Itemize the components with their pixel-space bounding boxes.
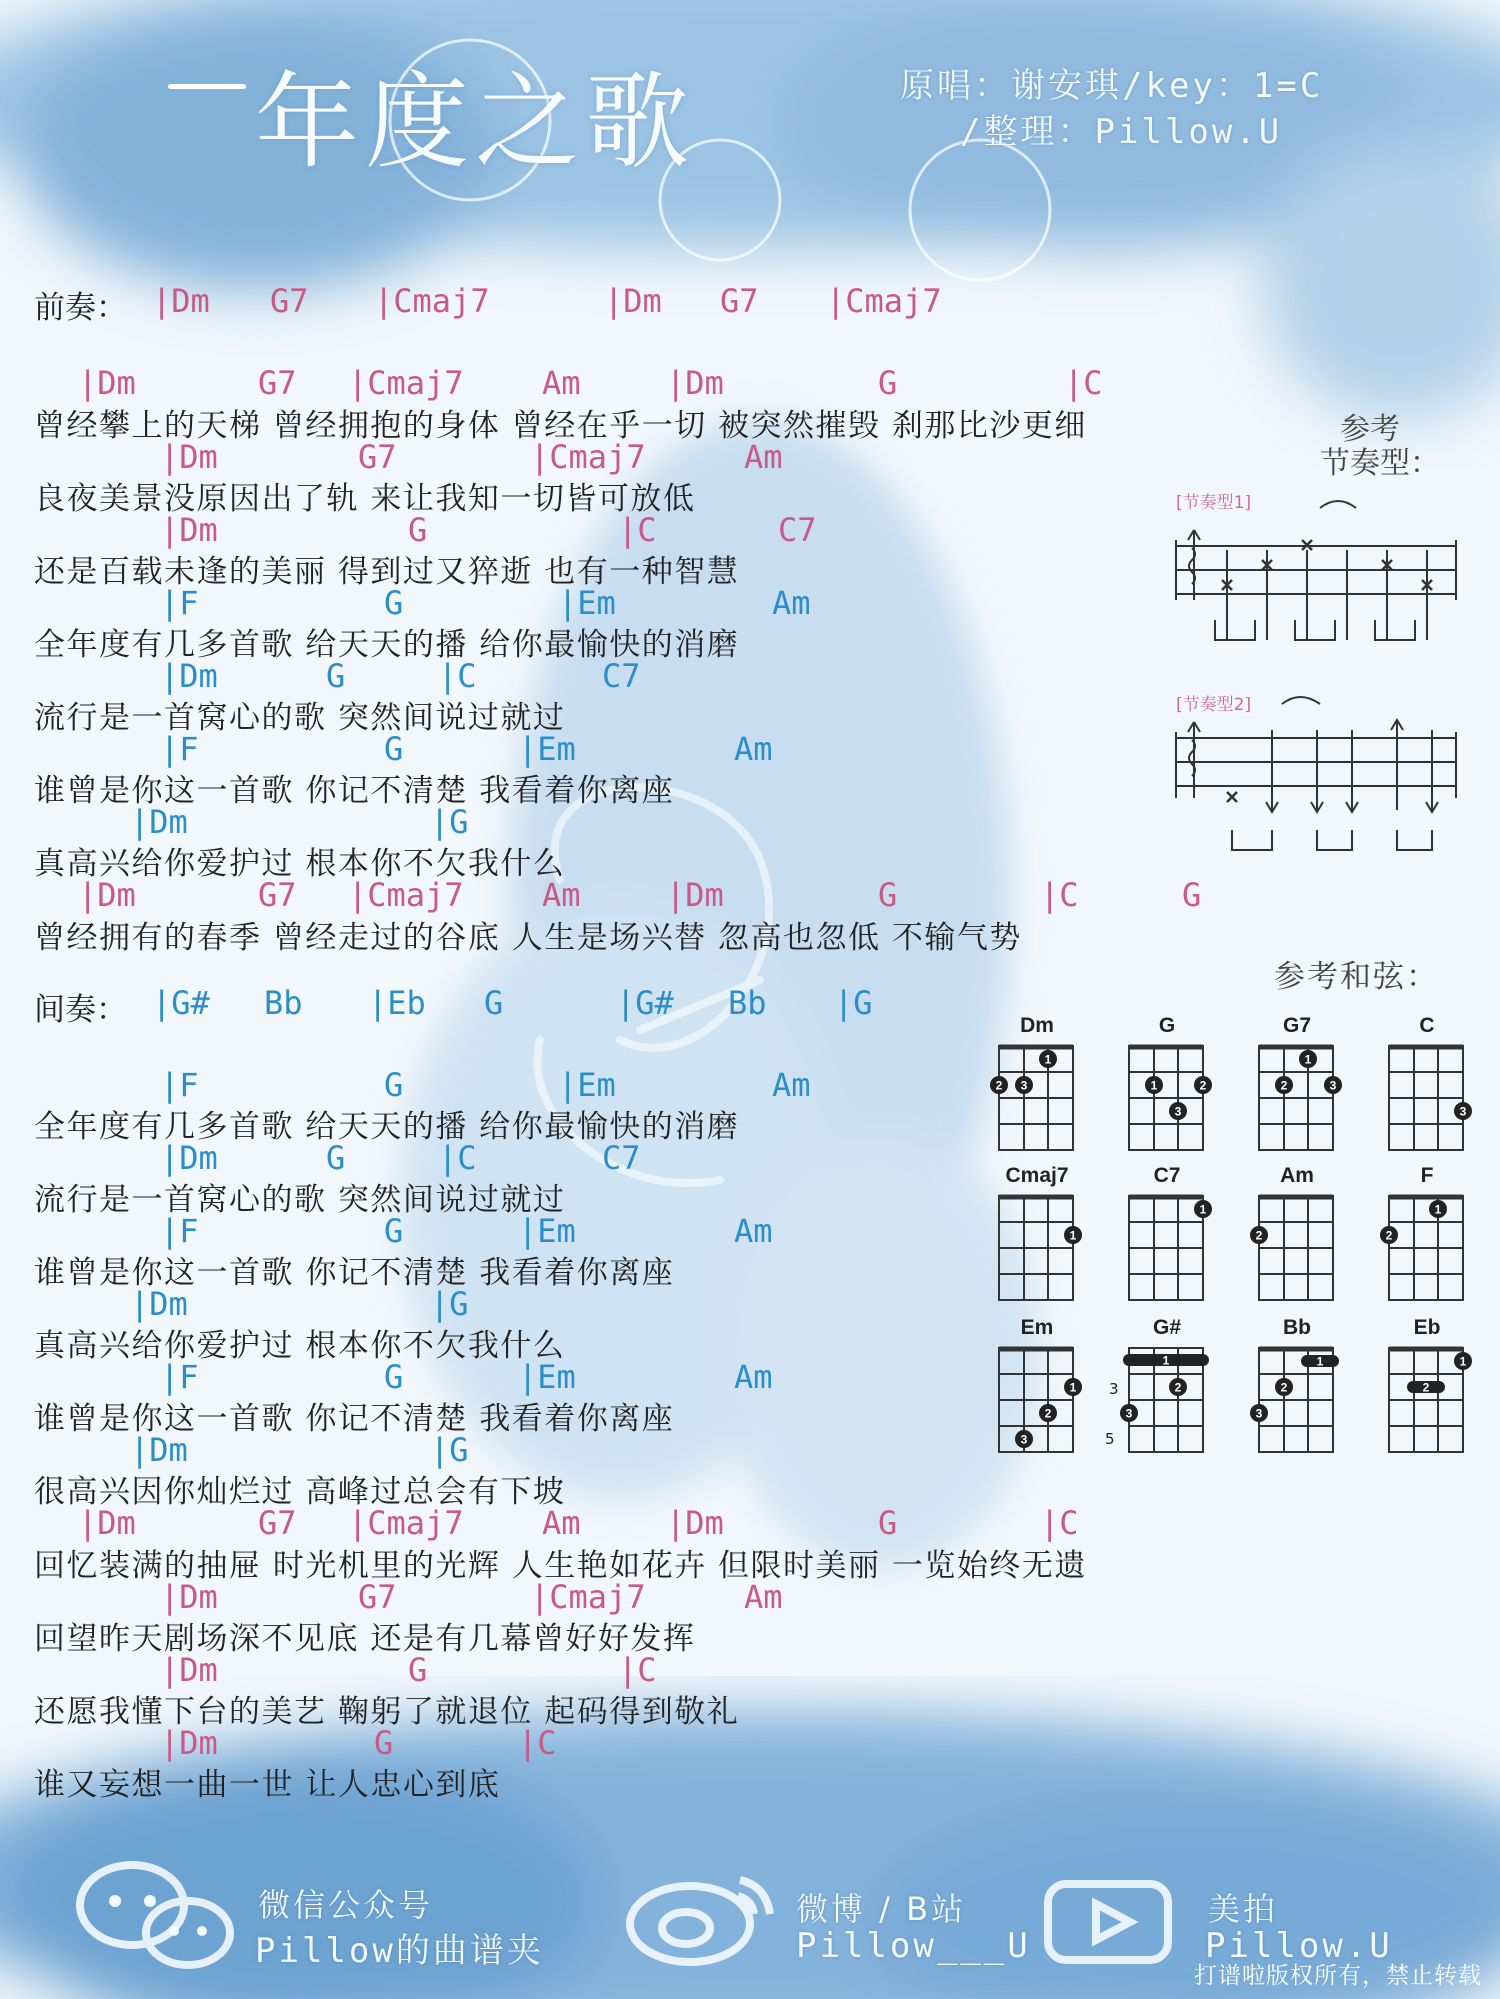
chord-diagram-name: Eb: [1413, 1316, 1441, 1339]
chord: |G: [430, 803, 469, 841]
chord: |G#: [152, 984, 210, 1022]
wechat-account-name: Pillow的曲谱夹: [255, 1931, 544, 1971]
chord-diagram-name: Cmaj7: [1005, 1164, 1069, 1187]
svg-text:2: 2: [1044, 1406, 1052, 1421]
chord-diagram-name: G#: [1152, 1316, 1181, 1339]
chord: G: [484, 984, 504, 1022]
chord: Bb: [728, 984, 767, 1022]
chord-diagram-name: C7: [1153, 1164, 1181, 1187]
chord: Am: [734, 730, 773, 768]
chord: |Cmaj7: [348, 1504, 464, 1542]
chord-diagram-name: Dm: [1020, 1014, 1054, 1037]
chord-line: [0, 730, 1000, 770]
chord: Bb: [264, 984, 303, 1022]
chord-line: [0, 1066, 1000, 1106]
svg-text:3: 3: [1329, 1078, 1337, 1093]
chord: G: [384, 1212, 404, 1250]
chord: G: [408, 511, 428, 549]
chord: G7: [358, 438, 397, 476]
chord-diagram-name: Bb: [1283, 1316, 1311, 1339]
chord-diagram-g7: [1237, 1014, 1357, 1154]
chord: G: [384, 584, 404, 622]
interlude-label: 间奏：: [34, 992, 127, 1028]
chord: Am: [734, 1358, 773, 1396]
wechat-icon: [70, 1855, 240, 1975]
chord: |C: [438, 657, 477, 695]
svg-text:3: 3: [1020, 1432, 1028, 1447]
chord: |Dm: [130, 1285, 188, 1323]
chord: G: [384, 1358, 404, 1396]
chord: G7: [258, 364, 297, 402]
svg-text:2: 2: [1199, 1078, 1207, 1093]
chord-diagram-gsharp: [1107, 1316, 1227, 1456]
chord: G: [374, 1724, 394, 1762]
lyric-line: 良夜美景没原因出了轨 来让我知一切皆可放低: [34, 481, 696, 517]
chord-line: [0, 657, 1000, 697]
chord: G: [384, 1066, 404, 1104]
chord: |F: [160, 584, 199, 622]
chord: |Em: [558, 1066, 616, 1104]
chord-line: [0, 584, 1000, 624]
lyric-line: 回忆装满的抽屉 时光机里的光辉 人生艳如花卉 但限时美丽 一览始终无遗: [34, 1548, 1087, 1584]
chord-diagram-cmaj7: [977, 1164, 1097, 1304]
song-title: 年度之歌: [255, 61, 696, 183]
chord: G: [1182, 876, 1202, 914]
weibo-bilibili-label: 微博 / B站: [796, 1890, 967, 1928]
chord: G7: [258, 1504, 297, 1542]
svg-text:1: 1: [1162, 1353, 1170, 1368]
rhythm-pattern2-label: [节奏型2]: [1176, 695, 1252, 715]
svg-text:3: 3: [1020, 1078, 1028, 1093]
chord-diagram-f: [1367, 1164, 1487, 1304]
chord-line: [0, 1431, 1000, 1471]
chord-line: [0, 876, 1200, 916]
chord: C7: [778, 511, 817, 549]
chord: |Cmaj7: [348, 364, 464, 402]
chord-diagram-eb: [1367, 1316, 1487, 1456]
chord-line: [0, 1139, 1000, 1179]
chord-line: [0, 1724, 1000, 1764]
rhythm-title-line2: 节奏型：: [1320, 446, 1440, 481]
chord: |C: [518, 1724, 557, 1762]
chord: |C: [1064, 364, 1103, 402]
chord: Am: [542, 364, 581, 402]
chord: G: [408, 1651, 428, 1689]
lyric-line: 谁曾是你这一首歌 你记不清楚 我看着你离座: [34, 1401, 675, 1437]
lyric-line: 回望昨天剧场深不见底 还是有几幕曾好好发挥: [34, 1621, 696, 1657]
lyric-line: 全年度有几多首歌 给天天的播 给你最愉快的消磨: [34, 627, 740, 663]
chord: |Dm: [666, 364, 724, 402]
title-dash: [168, 84, 246, 89]
fret-marker: 5: [1105, 1430, 1115, 1448]
svg-text:2: 2: [1422, 1380, 1430, 1395]
chord: |Dm: [160, 1724, 218, 1762]
chord: |F: [160, 1358, 199, 1396]
wechat-label: 微信公众号: [258, 1886, 434, 1924]
chord: G: [878, 876, 898, 914]
svg-text:1: 1: [1044, 1052, 1052, 1067]
chord: G: [878, 1504, 898, 1542]
chord: |Dm: [130, 803, 188, 841]
chord: |Dm: [78, 876, 136, 914]
chord: Am: [734, 1212, 773, 1250]
svg-text:2: 2: [1280, 1380, 1288, 1395]
svg-text:1: 1: [1150, 1078, 1158, 1093]
chord: |F: [160, 1212, 199, 1250]
chord-line: [0, 803, 1000, 843]
svg-text:1: 1: [1459, 1354, 1467, 1369]
credit-artist-key: 原唱：谢安琪/key：1=C: [900, 66, 1324, 106]
svg-text:3: 3: [1255, 1406, 1263, 1421]
chord: |Dm: [604, 282, 662, 320]
chord: |G: [430, 1285, 469, 1323]
chord: |G#: [616, 984, 674, 1022]
chord: G7: [270, 282, 309, 320]
chord-diagram-name: C: [1419, 1014, 1435, 1037]
chord: |Dm: [666, 876, 724, 914]
svg-text:1: 1: [1304, 1052, 1312, 1067]
chord: Am: [772, 1066, 811, 1104]
chord: |G: [834, 984, 873, 1022]
svg-text:3: 3: [1125, 1406, 1133, 1421]
lyric-line: 谁又妄想一曲一世 让人忠心到底: [34, 1767, 501, 1803]
copyright-notice: 打谱啦版权所有，禁止转载: [1194, 1963, 1482, 1989]
chord: G: [326, 1139, 346, 1177]
chord: Am: [744, 1578, 783, 1616]
chord: |F: [160, 730, 199, 768]
chord: |Cmaj7: [530, 1578, 646, 1616]
chord-diagram-name: G: [1158, 1014, 1176, 1037]
chord: |Em: [518, 730, 576, 768]
lyric-line: 曾经攀上的天梯 曾经拥抱的身体 曾经在乎一切 被突然摧毁 刹那比沙更细: [34, 408, 1087, 444]
weibo-icon: [620, 1862, 790, 1972]
chord-diagram-dm: [977, 1014, 1097, 1154]
chord: |Dm: [130, 1431, 188, 1469]
chord: |C: [618, 1651, 657, 1689]
rhythm-pattern1-diagram: [1170, 490, 1470, 660]
lyric-line: 流行是一首窝心的歌 突然间说过就过: [34, 700, 566, 736]
chord-diagram-g: [1107, 1014, 1227, 1154]
svg-text:2: 2: [995, 1078, 1003, 1093]
chord-line: [0, 1358, 1000, 1398]
intro-label: 前奏：: [34, 290, 127, 326]
meipai-icon: [1040, 1872, 1190, 1972]
chord: Am: [744, 438, 783, 476]
chord: Am: [542, 1504, 581, 1542]
svg-text:2: 2: [1280, 1078, 1288, 1093]
chord: |Dm: [160, 1578, 218, 1616]
chord-diagram-c7: [1107, 1164, 1227, 1304]
chord: |Cmaj7: [530, 438, 646, 476]
chord-line: [0, 1504, 1200, 1544]
chord: |Dm: [160, 438, 218, 476]
svg-text:2: 2: [1385, 1228, 1393, 1243]
chord: |Dm: [160, 657, 218, 695]
svg-text:1: 1: [1199, 1202, 1207, 1217]
chord: Am: [772, 584, 811, 622]
weibo-account-name: Pillow___U: [796, 1926, 1031, 1966]
chord: |Dm: [160, 1139, 218, 1177]
chord: G: [384, 730, 404, 768]
chord-line: [0, 438, 1000, 478]
lyric-line: 真高兴给你爱护过 根本你不欠我什么: [34, 1328, 566, 1364]
chord-line: [0, 1651, 1000, 1691]
rhythm-title-line1: 参考: [1340, 412, 1400, 447]
svg-text:3: 3: [1459, 1104, 1467, 1119]
svg-text:1: 1: [1316, 1354, 1324, 1369]
chord: |Cmaj7: [826, 282, 942, 320]
lyric-line: 还愿我懂下台的美艺 鞠躬了就退位 起码得到敬礼: [34, 1694, 740, 1730]
lyric-line: 真高兴给你爱护过 根本你不欠我什么: [34, 846, 566, 882]
chord: |C: [1040, 876, 1079, 914]
chord: |Cmaj7: [374, 282, 490, 320]
lyric-line: 还是百载未逢的美丽 得到过又猝逝 也有一种智慧: [34, 554, 740, 590]
chord: |Dm: [666, 1504, 724, 1542]
chord-diagram-name: Am: [1280, 1164, 1314, 1187]
chord: |Eb: [368, 984, 426, 1022]
chord: |G: [430, 1431, 469, 1469]
lyric-line: 谁曾是你这一首歌 你记不清楚 我看着你离座: [34, 1255, 675, 1291]
svg-text:2: 2: [1174, 1380, 1182, 1395]
chord: |Dm: [152, 282, 210, 320]
chord: G7: [358, 1578, 397, 1616]
chord: |C: [1040, 1504, 1079, 1542]
chord-line: [0, 1285, 1000, 1325]
chord-diagram-em: [977, 1316, 1097, 1456]
svg-text:1: 1: [1069, 1380, 1077, 1395]
svg-text:1: 1: [1069, 1228, 1077, 1243]
chord: |Em: [558, 584, 616, 622]
chord: |Dm: [78, 364, 136, 402]
lyric-line: 谁曾是你这一首歌 你记不清楚 我看着你离座: [34, 773, 675, 809]
chord: C7: [602, 657, 641, 695]
svg-text:1: 1: [1434, 1202, 1442, 1217]
fret-marker: 3: [1109, 1380, 1119, 1398]
interlude-line: [0, 984, 1000, 1028]
chord: C7: [602, 1139, 641, 1177]
chord: |C: [618, 511, 657, 549]
chord-diagram-am: [1237, 1164, 1357, 1304]
chord: |Dm: [78, 1504, 136, 1542]
chord-diagram-c: [1367, 1014, 1487, 1154]
chord: Am: [542, 876, 581, 914]
chord: |F: [160, 1066, 199, 1104]
chord-line: [0, 1212, 1000, 1252]
chord-line: [0, 1578, 1000, 1618]
chord: G: [878, 364, 898, 402]
lyric-line: 曾经拥有的春季 曾经走过的谷底 人生是场兴替 忽高也忽低 不输气势: [34, 920, 1022, 956]
chord-chart-title: 参考和弦：: [1274, 959, 1439, 995]
chord: |Cmaj7: [348, 876, 464, 914]
intro-line: [0, 282, 1000, 326]
lyric-line: 全年度有几多首歌 给天天的播 给你最愉快的消磨: [34, 1109, 740, 1145]
chord-line: [0, 364, 1200, 404]
chord: |Em: [518, 1358, 576, 1396]
svg-text:2: 2: [1255, 1228, 1263, 1243]
credit-arranger: /整理：Pillow.U: [960, 112, 1283, 152]
rhythm-pattern1-label: [节奏型1]: [1176, 493, 1252, 513]
chord: |C: [438, 1139, 477, 1177]
lyric-line: 流行是一首窝心的歌 突然间说过就过: [34, 1182, 566, 1218]
chord: |Dm: [160, 1651, 218, 1689]
chord: |Dm: [160, 511, 218, 549]
chord-diagram-bb: [1237, 1316, 1357, 1456]
chord-line: [0, 511, 1000, 551]
svg-text:3: 3: [1174, 1104, 1182, 1119]
rhythm-pattern2-diagram: [1170, 690, 1470, 870]
chord: G7: [720, 282, 759, 320]
chord: |Em: [518, 1212, 576, 1250]
chord: G7: [258, 876, 297, 914]
chord: G: [326, 657, 346, 695]
meipai-label: 美拍: [1208, 1890, 1279, 1928]
meipai-account-name: Pillow.U: [1205, 1926, 1393, 1966]
chord-diagram-name: F: [1420, 1164, 1434, 1187]
chord-diagram-name: G7: [1282, 1014, 1311, 1037]
chord-diagram-name: Em: [1020, 1316, 1054, 1339]
lyric-line: 很高兴因你灿烂过 高峰过总会有下坡: [34, 1474, 566, 1510]
